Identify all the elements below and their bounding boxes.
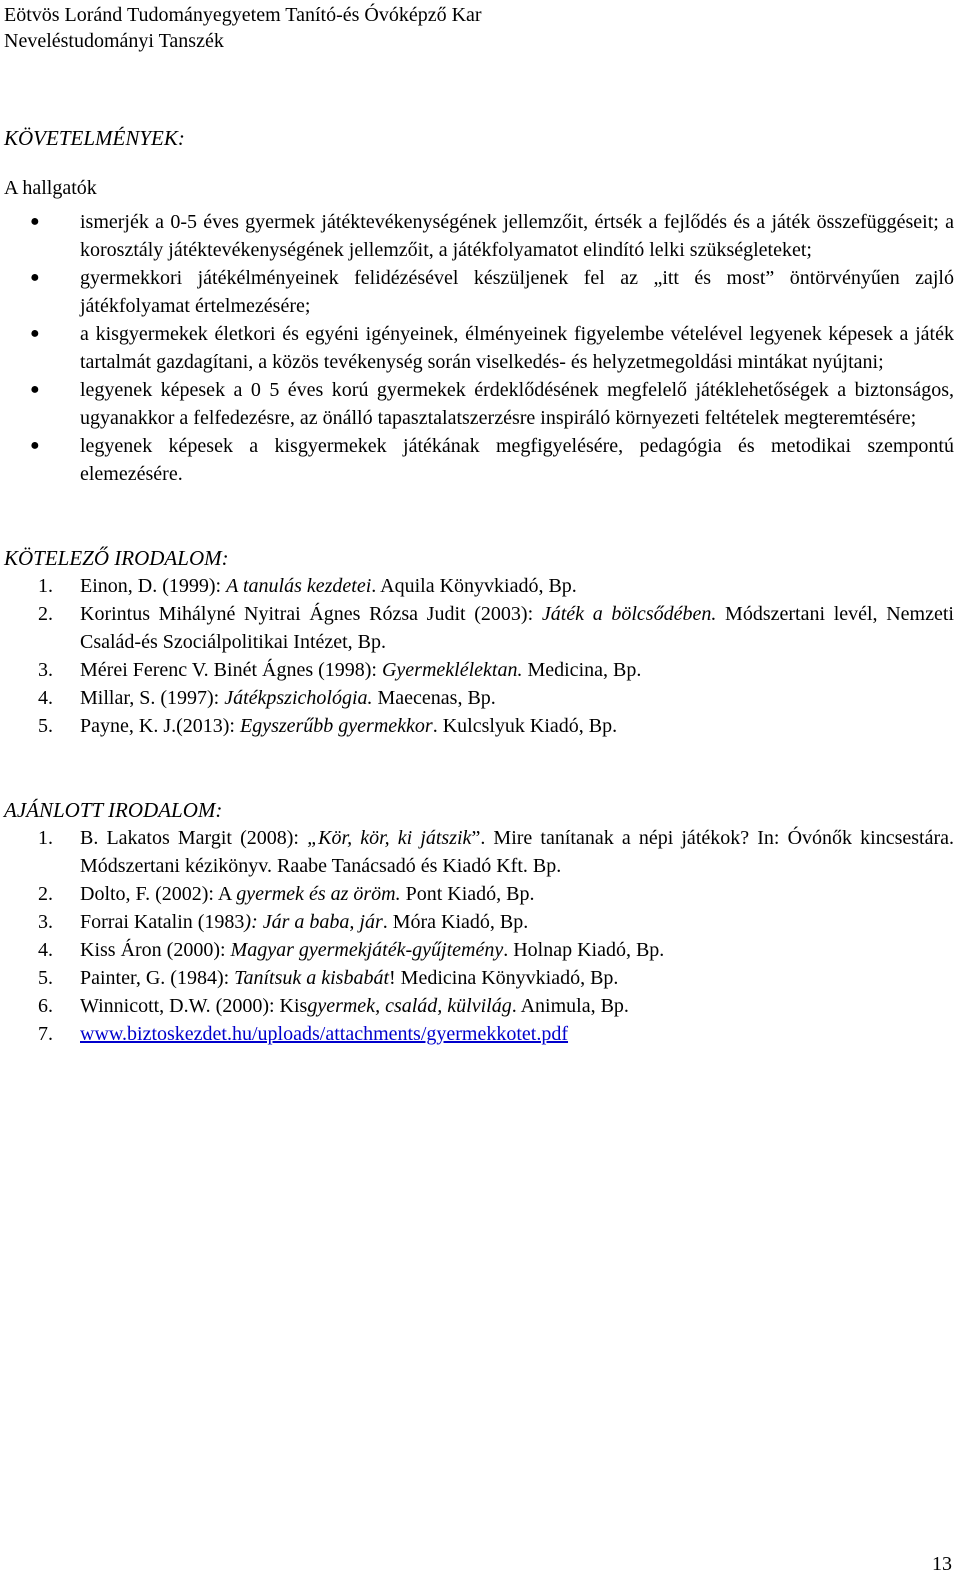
item-number: 3. [38, 911, 53, 933]
citation-title: Egyszerűbb gyermekkor [239, 715, 433, 737]
citation-publisher: . Holnap Kiadó, Bp. [503, 939, 665, 961]
citation-publisher: Pont Kiadó, Bp. [400, 883, 535, 905]
list-item [4, 936, 954, 964]
bullet-icon: ● [30, 381, 40, 398]
mandatory-literature-list [4, 572, 954, 740]
header-department: Neveléstudományi Tanszék [4, 30, 224, 52]
list-item [4, 684, 954, 712]
bullet-icon: ● [30, 437, 40, 454]
list-item [4, 712, 954, 740]
resource-link[interactable]: www.biztoskezdet.hu/uploads/attachments/gyermekkotet.pdf [80, 1023, 569, 1045]
item-number: 4. [38, 939, 53, 961]
citation-publisher: ”. Mire tanítanak a népi játékok? In: Óvónők kincsestára. Módszertani kézikönyv. Raabe Tanácsadó és Kiadó Kft. Bp. [80, 827, 954, 877]
list-item [4, 656, 954, 684]
bullet-icon: ● [30, 269, 40, 286]
recommended-literature-title: AJÁNLOTT IRODALOM: [4, 798, 223, 822]
citation-author: B. Lakatos Margit (2008): [80, 827, 308, 849]
citation-title: Játékpszichológia. [224, 687, 373, 709]
citation-author: Payne, K. J.(2013): [80, 715, 240, 737]
list-item [4, 572, 954, 600]
list-item [4, 432, 954, 488]
citation-author: Millar, S. (1997): [80, 687, 225, 709]
citation-title: gyermek, család, külvilág [307, 995, 512, 1017]
list-item-text: ismerjék a 0-5 éves gyermek játéktevékenységének jellemzőit, értsék a fejlődés és a játék összefüggéseit; a korosztály játéktevékenységének jellemzőit, a játékfolyamatot elindító lelki szükségleteket; [80, 211, 954, 261]
item-number: 5. [38, 967, 53, 989]
item-number: 3. [38, 659, 53, 681]
list-item [4, 600, 954, 656]
list-item-text: a kisgyermekek életkori és egyéni igényeinek, élményeinek figyelembe vételével legyenek képesek a játék tartalmát gazdagítani, a közös tevékenység során viselkedés- és helyzetmegoldási mintákat nyújtani; [80, 323, 954, 373]
citation-publisher: . Kulcslyuk Kiadó, Bp. [432, 715, 618, 737]
item-number: 7. [38, 1023, 53, 1045]
citation-publisher: . Móra Kiadó, Bp. [382, 911, 529, 933]
item-number: 5. [38, 715, 53, 737]
citation-publisher: . Animula, Bp. [511, 995, 629, 1017]
header-institution: Eötvös Loránd Tudományegyetem Tanító-és Óvóképző Kar [4, 4, 482, 26]
list-item [4, 908, 954, 936]
list-item [4, 1020, 954, 1048]
list-item [4, 880, 954, 908]
item-number: 4. [38, 687, 53, 709]
document-page [4, 2, 954, 1048]
list-item [4, 992, 954, 1020]
citation-author: Kiss Áron (2000): [80, 939, 231, 961]
citation-title: A tanulás kezdetei [226, 575, 372, 597]
mandatory-literature-title: KÖTELEZŐ IRODALOM: [4, 546, 229, 570]
citation-publisher: Medicina, Bp. [522, 659, 642, 681]
recommended-literature-list [4, 824, 954, 1048]
requirements-intro: A hallgatók [4, 177, 97, 199]
citation-title: Magyar gyermekjáték-gyűjtemény [230, 939, 504, 961]
page-number: 13 [932, 1553, 952, 1575]
list-item [4, 376, 954, 432]
list-item-text: gyermekkori játékélményeinek felidézésével készüljenek fel az „itt és most” öntörvényűen zajló játékfolyamat értelmezésére; [80, 267, 954, 317]
citation-publisher: . Aquila Könyvkiadó, Bp. [371, 575, 577, 597]
citation-publisher: ! Medicina Könyvkiadó, Bp. [389, 967, 619, 989]
list-item [4, 264, 954, 320]
list-item-text: legyenek képesek a kisgyermekek játékának megfigyelésére, pedagógia és metodikai szempontú elemezésére. [80, 435, 954, 485]
citation-author: Mérei Ferenc V. Binét Ágnes (1998): [80, 659, 382, 681]
citation-author: Painter, G. (1984): [80, 967, 235, 989]
citation-author: Dolto, F. (2002): A [80, 883, 237, 905]
item-number: 1. [38, 575, 53, 597]
citation-title: Gyermeklélektan. [381, 659, 523, 681]
citation-title: „Kör, kör, ki játszik [307, 827, 472, 849]
citation-title: gyermek és az öröm. [236, 883, 401, 905]
citation-title: ): Jár a baba, jár [244, 911, 383, 933]
list-item [4, 964, 954, 992]
citation-author: Einon, D. (1999): [80, 575, 227, 597]
citation-title: Játék a bölcsődében. [541, 603, 717, 625]
citation-author: Forrai Katalin (1983 [80, 911, 245, 933]
list-item [4, 208, 954, 264]
item-number: 2. [38, 603, 53, 625]
citation-publisher: Maecenas, Bp. [372, 687, 496, 709]
citation-publisher: Módszertani levél, Nemzeti Család-és Szociálpolitikai Intézet, Bp. [80, 603, 954, 653]
item-number: 1. [38, 827, 53, 849]
list-item [4, 320, 954, 376]
citation-author: Korintus Mihályné Nyitrai Ágnes Rózsa Judit (2003): [80, 603, 542, 625]
requirements-list [4, 208, 954, 488]
list-item-text: legyenek képesek a 0 5 éves korú gyermekek érdeklődésének megfelelő játéklehetőségek a biztonságos, ugyanakkor a felfedezésre, az önálló tapasztalatszerzésre inspiráló környezeti feltételek megteremtésére; [80, 379, 954, 429]
item-number: 6. [38, 995, 53, 1017]
item-number: 2. [38, 883, 53, 905]
citation-title: Tanítsuk a kisbabát [234, 967, 390, 989]
bullet-icon: ● [30, 325, 40, 342]
requirements-title: KÖVETELMÉNYEK: [4, 126, 185, 150]
list-item [4, 824, 954, 880]
citation-author: Winnicott, D.W. (2000): Kis [80, 995, 308, 1017]
bullet-icon: ● [30, 213, 40, 230]
